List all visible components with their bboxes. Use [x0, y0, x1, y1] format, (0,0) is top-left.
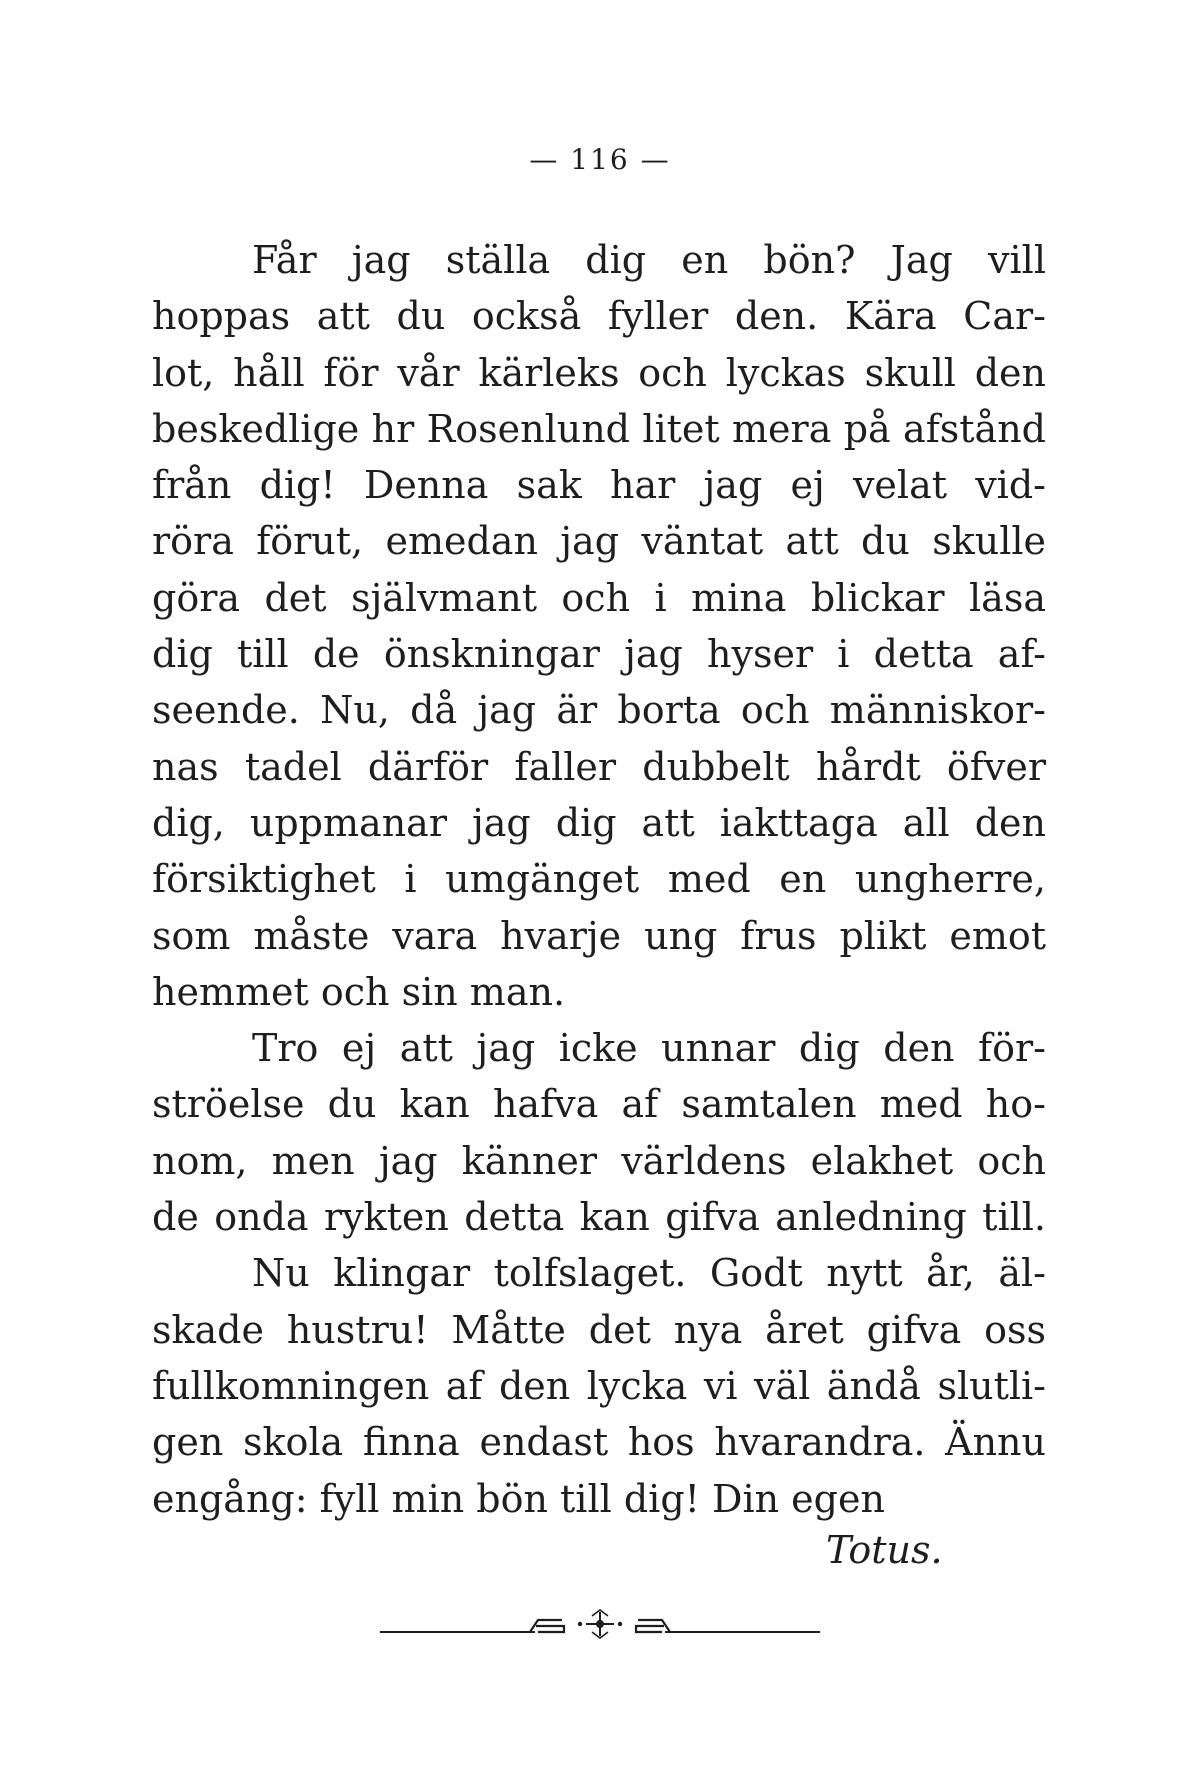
text-line: skade hustru! Måtte det nya året gifva oss: [152, 1307, 1046, 1352]
text-line: från dig! Denna sak har jag ej velat vid-: [152, 463, 1046, 508]
text-line: Får jag ställa dig en bön? Jag vill: [252, 238, 1046, 282]
text-line: Tro ej att jag icke unnar dig den för-: [252, 1026, 1046, 1071]
text-line: beskedlige hr Rosenlund litet mera på afstånd: [152, 406, 1046, 451]
text-line: dig, uppmanar jag dig att iakttaga all den: [152, 800, 1046, 845]
text-line: nom, men jag känner världens elakhet och: [152, 1138, 1046, 1183]
text-line: de onda rykten detta kan gifva anledning till.: [152, 1195, 1046, 1240]
text-line: hoppas att du också fyller den. Kära Car-: [152, 294, 1046, 339]
text-line: ströelse du kan hafva af samtalen med ho-: [152, 1082, 1046, 1127]
ornament-divider: [380, 1600, 820, 1640]
text-line: gen skola finna endast hos hvarandra. Ännu: [152, 1420, 1046, 1465]
text-line: fullkomningen af den lycka vi väl ändå slutli-: [152, 1363, 1046, 1408]
text-line: göra det självmant och i mina blickar läsa: [152, 575, 1046, 620]
text-line: nas tadel därför faller dubbelt hårdt öfver: [152, 744, 1046, 789]
text-line: som måste vara hvarje ung frus plikt emot: [152, 913, 1046, 958]
page-number: — 116 —: [529, 143, 671, 176]
text-line: seende. Nu, då jag är borta och människor-: [152, 688, 1046, 733]
text-line: engång: fyll min bön till dig! Din egen: [152, 1476, 885, 1521]
text-line: försiktighet i umgänget med en ungherre,: [152, 857, 1046, 902]
letter-body: [152, 232, 1046, 1527]
text-line: lot, håll för vår kärleks och lyckas skull den: [152, 350, 1046, 395]
text-line: röra förut, emedan jag väntat att du skulle: [152, 519, 1046, 564]
signature: Totus.: [826, 1528, 943, 1572]
text-line: dig till de önskningar jag hyser i detta af-: [152, 632, 1046, 677]
text-line: hemmet och sin man.: [152, 969, 566, 1014]
text-line: Nu klingar tolfslaget. Godt nytt år, äl-: [252, 1251, 1046, 1296]
